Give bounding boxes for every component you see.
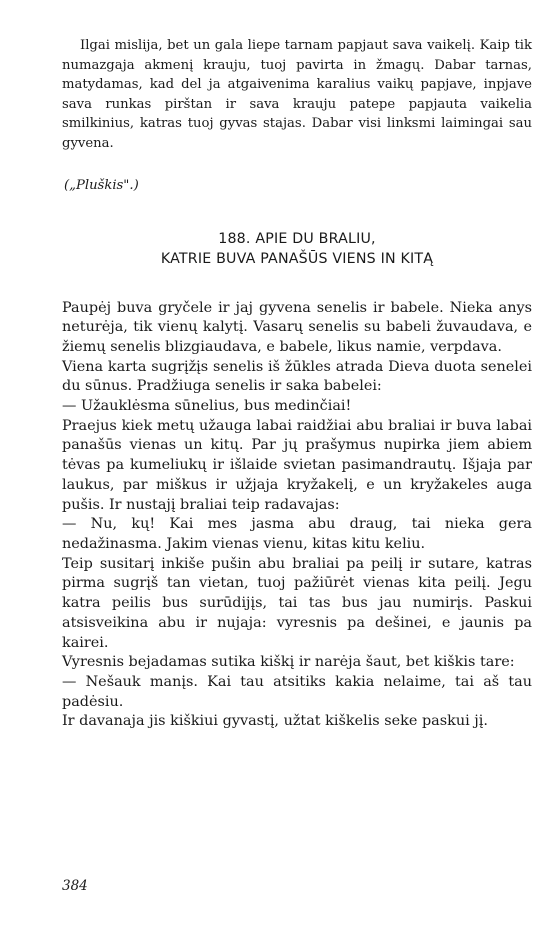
story-title-line-1: 188. APIE DU BRALIU, [218, 230, 376, 247]
story-paragraph: — Nešauk manįs. Kai tau atsitiks kakia nelaime, tai aš tau padėsiu. [62, 673, 532, 710]
story-paragraph: Paupėj buva gryčele ir jaj gyvena senelis ir babele. Nieka anys neturėja, tik vienų kalytį. Vasarų senelis su babeli žuvaudava, e žiemų senelis blizgiaudava, e babele, likus namie, verpdava. [62, 299, 532, 355]
story-paragraph: Viena karta sugrįžįs senelis iš žūkles atrada Dieva duota senelei du sūnus. Pradžiuga senelis ir saka babelei: [62, 358, 532, 395]
book-page [62, 36, 532, 732]
story-body [62, 299, 532, 732]
story-title [62, 229, 532, 269]
story-title-line-2: KATRIE BUVA PANAŠŪS VIENS IN KITĄ [160, 250, 434, 267]
source-attribution: („Pluškis".) [64, 177, 139, 193]
story-paragraph: Vyresnis bejadamas sutika kiškį ir narėja šaut, bet kiškis tare: [62, 654, 515, 671]
intro-paragraph: Ilgai mislija, bet un gala liepe tarnam papjaut sava vaikelį. Kaip tik numazgaja akmenį krauju, tuoj pavirta in žmagų. Dabar tarnas, matydamas, kad del ja atgaivenima karalius vaikų papjave, inpjave sava runkas pirštan ir sava krauju patepe papjauta vaikelia smilkinius, katras tuoj gyvas stajas. Dabar visi linksmi laimingai sau gyvena. [62, 38, 532, 151]
story-paragraph: Praejus kiek metų užauga labai raidžiai abu braliai ir buva labai panašūs vienas un kitų. Par jų prašymus nupirka jiem abiem tėvas pa kumeliukų ir išlaide svietan pasimandrautų. Išjaja par laukus, par miškus ir užjaja kryžakelį, e un kryžakeles auga pušis. Ir nustajį braliai teip radavajas: [62, 417, 532, 513]
page-number: 384 [62, 878, 88, 894]
story-paragraph: Teip susitarį inkiše pušin abu braliai pa peilį ir sutare, katras pirma sugrįš tan vietan, tuoj pažiūrėt vienas kita peilį. Jegu katra peilis bus surūdijįs, tai tas bus jau numirįs. Paskui atsisveikina abu ir nujaja: vyresnis pa dešinei, e jaunis pa kairei. [62, 555, 532, 651]
story-paragraph: — Užauklėsma sūnelius, bus medinčiai! [62, 398, 352, 415]
story-paragraph: — Nu, kų! Kai mes jasma abu draug, tai nieka gera nedažinasma. Jakim vienas vienu, kitas kitu keliu. [62, 516, 532, 552]
story-paragraph: Ir davanaja jis kiškiui gyvastį, užtat kiškelis seke paskui jį. [62, 713, 488, 730]
